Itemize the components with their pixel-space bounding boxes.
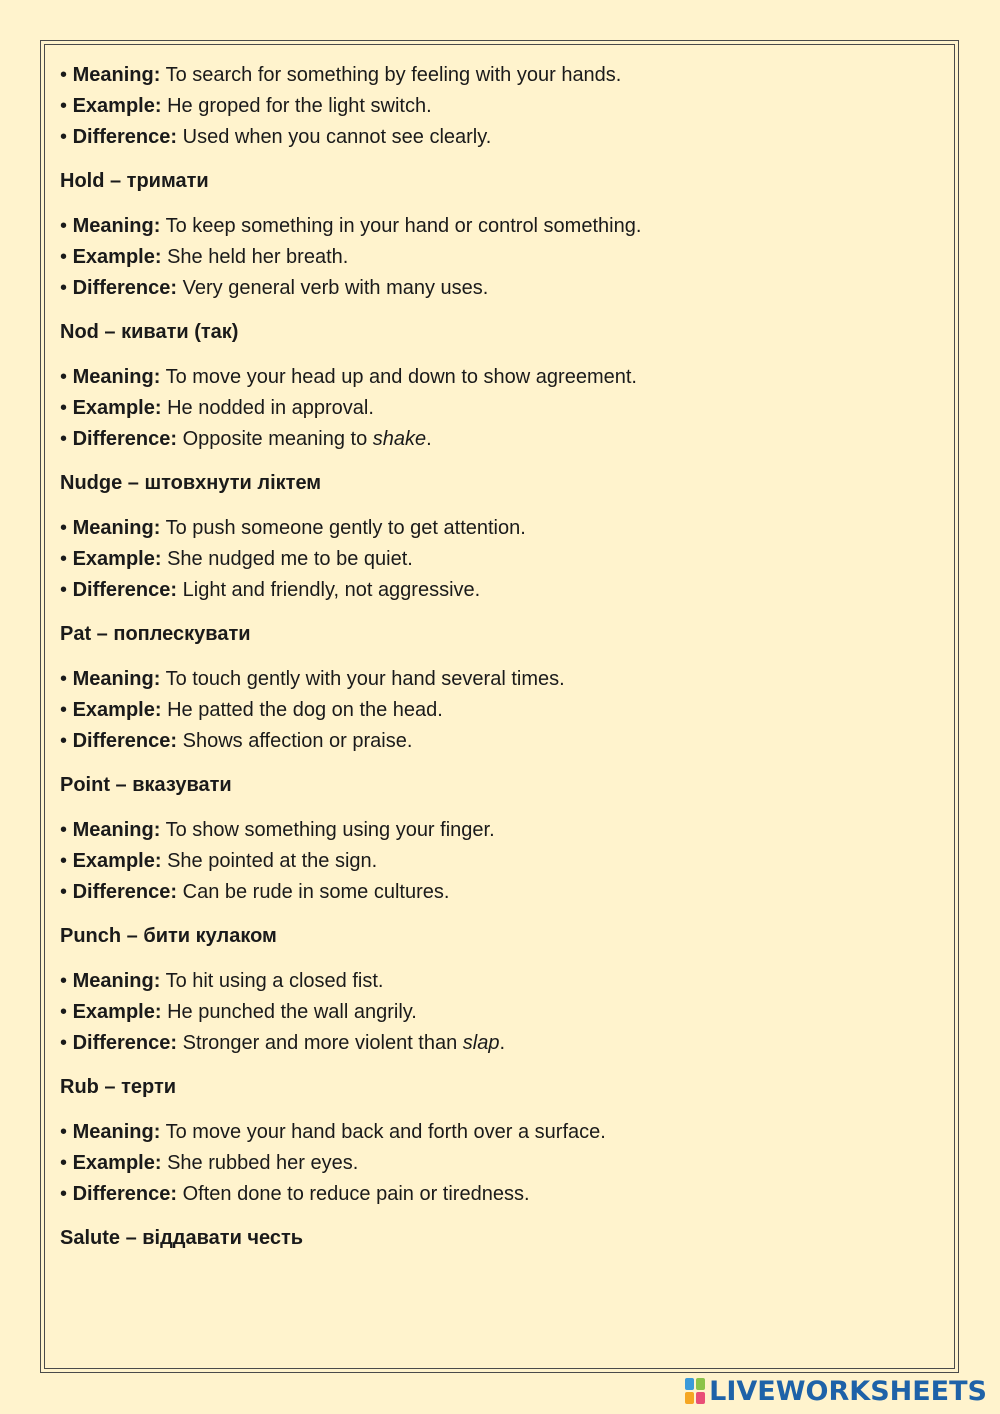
example-line bbox=[60, 997, 920, 1028]
entry-point bbox=[60, 771, 920, 908]
example-label: Example: bbox=[72, 850, 162, 872]
liveworksheets-logo-icon bbox=[685, 1378, 705, 1404]
meaning-line bbox=[60, 815, 920, 846]
meaning-text: To touch gently with your hand several times. bbox=[165, 668, 565, 690]
meaning-line bbox=[60, 664, 920, 695]
meaning-text: To move your hand back and forth over a surface. bbox=[165, 1121, 606, 1143]
entry-nudge bbox=[60, 469, 920, 606]
bullet: • bbox=[60, 126, 68, 148]
difference-line bbox=[60, 424, 920, 455]
entry-heading: Point – вказувати bbox=[60, 774, 232, 796]
meaning-text: To move your head up and down to show agreement. bbox=[165, 366, 637, 388]
entry-hold bbox=[60, 167, 920, 304]
meaning-label: Meaning: bbox=[72, 366, 161, 388]
bullet: • bbox=[60, 1001, 68, 1023]
meaning-label: Meaning: bbox=[72, 668, 161, 690]
example-label: Example: bbox=[72, 1001, 162, 1023]
example-text: She pointed at the sign. bbox=[167, 850, 378, 872]
difference-italic-word: slap bbox=[462, 1032, 500, 1054]
meaning-line bbox=[60, 513, 920, 544]
bullet: • bbox=[60, 1032, 68, 1054]
difference-label: Difference: bbox=[72, 579, 178, 601]
entry-heading: Nudge – штовхнути ліктем bbox=[60, 472, 322, 494]
bullet: • bbox=[60, 397, 68, 419]
example-label: Example: bbox=[72, 1152, 162, 1174]
example-text: She nudged me to be quiet. bbox=[167, 548, 413, 570]
bullet: • bbox=[60, 548, 68, 570]
meaning-text: To search for something by feeling with your hands. bbox=[165, 64, 622, 86]
difference-label: Difference: bbox=[72, 126, 178, 148]
logo-square-1 bbox=[685, 1378, 694, 1390]
example-line bbox=[60, 846, 920, 877]
difference-text: Very general verb with many uses. bbox=[182, 277, 489, 299]
difference-text: Often done to reduce pain or tiredness. bbox=[182, 1183, 530, 1205]
example-line bbox=[60, 1148, 920, 1179]
example-line bbox=[60, 544, 920, 575]
entry-heading: Pat – поплескувати bbox=[60, 623, 251, 645]
meaning-text: To show something using your finger. bbox=[165, 819, 495, 841]
example-label: Example: bbox=[72, 548, 162, 570]
entry-heading-salute: Salute – віддавати честь bbox=[60, 1227, 304, 1249]
difference-text: Opposite meaning to bbox=[182, 428, 373, 450]
bullet: • bbox=[60, 1183, 68, 1205]
entry-heading: Punch – бити кулаком bbox=[60, 925, 277, 947]
difference-label: Difference: bbox=[72, 730, 178, 752]
meaning-text: To push someone gently to get attention. bbox=[165, 517, 526, 539]
meaning-text: To keep something in your hand or control something. bbox=[165, 215, 642, 237]
example-label: Example: bbox=[72, 246, 162, 268]
logo-square-2 bbox=[696, 1378, 705, 1390]
bullet: • bbox=[60, 95, 68, 117]
difference-line bbox=[60, 1179, 920, 1210]
bullet: • bbox=[60, 579, 68, 601]
entry-heading: Hold – тримати bbox=[60, 170, 209, 192]
example-line bbox=[60, 695, 920, 726]
difference-label: Difference: bbox=[72, 428, 178, 450]
bullet: • bbox=[60, 428, 68, 450]
difference-label: Difference: bbox=[72, 881, 178, 903]
meaning-label: Meaning: bbox=[72, 517, 161, 539]
example-label: Example: bbox=[72, 95, 162, 117]
example-text: He nodded in approval. bbox=[167, 397, 374, 419]
example-text: She rubbed her eyes. bbox=[167, 1152, 359, 1174]
bullet: • bbox=[60, 970, 68, 992]
bullet: • bbox=[60, 819, 68, 841]
difference-line bbox=[60, 575, 920, 606]
entry-punch bbox=[60, 922, 920, 1059]
meaning-line bbox=[60, 1117, 920, 1148]
difference-label: Difference: bbox=[72, 277, 178, 299]
example-text: He patted the dog on the head. bbox=[167, 699, 443, 721]
difference-italic-word: shake bbox=[372, 428, 427, 450]
example-text: She held her breath. bbox=[167, 246, 349, 268]
difference-text-end: . bbox=[499, 1032, 506, 1054]
difference-line bbox=[60, 273, 920, 304]
example-label: Example: bbox=[72, 699, 162, 721]
difference-text: Shows affection or praise. bbox=[182, 730, 413, 752]
example-line bbox=[60, 242, 920, 273]
difference-line bbox=[60, 1028, 920, 1059]
brand-name: LIVEWORKSHEETS bbox=[709, 1375, 987, 1407]
difference-line bbox=[60, 726, 920, 757]
logo-square-4 bbox=[696, 1392, 705, 1404]
example-line bbox=[60, 393, 920, 424]
difference-text-end: . bbox=[426, 428, 432, 450]
meaning-label: Meaning: bbox=[72, 1121, 161, 1143]
meaning-line bbox=[60, 362, 920, 393]
entry-pat bbox=[60, 620, 920, 757]
difference-text: Can be rude in some cultures. bbox=[182, 881, 450, 903]
meaning-line bbox=[60, 60, 920, 91]
bullet: • bbox=[60, 64, 68, 86]
difference-text: Used when you cannot see clearly. bbox=[182, 126, 492, 148]
meaning-text: To hit using a closed fist. bbox=[165, 970, 384, 992]
entry-heading: Rub – терти bbox=[60, 1076, 177, 1098]
difference-line bbox=[60, 122, 920, 153]
bullet: • bbox=[60, 215, 68, 237]
bullet: • bbox=[60, 1121, 68, 1143]
liveworksheets-logo[interactable] bbox=[685, 1376, 987, 1406]
worksheet-content bbox=[60, 60, 920, 1268]
example-label: Example: bbox=[72, 397, 162, 419]
bullet: • bbox=[60, 1152, 68, 1174]
meaning-label: Meaning: bbox=[72, 64, 161, 86]
example-line bbox=[60, 91, 920, 122]
difference-line bbox=[60, 877, 920, 908]
meaning-line bbox=[60, 211, 920, 242]
entry-nod bbox=[60, 318, 920, 455]
entry-rub bbox=[60, 1073, 920, 1210]
meaning-label: Meaning: bbox=[72, 819, 161, 841]
meaning-label: Meaning: bbox=[72, 215, 161, 237]
bullet: • bbox=[60, 699, 68, 721]
bullet: • bbox=[60, 366, 68, 388]
bullet: • bbox=[60, 246, 68, 268]
bullet: • bbox=[60, 850, 68, 872]
entry-top bbox=[60, 60, 920, 153]
difference-text: Stronger and more violent than bbox=[182, 1032, 463, 1054]
difference-text: Light and friendly, not aggressive. bbox=[182, 579, 481, 601]
bullet: • bbox=[60, 517, 68, 539]
bullet: • bbox=[60, 668, 68, 690]
meaning-line bbox=[60, 966, 920, 997]
difference-label: Difference: bbox=[72, 1032, 178, 1054]
bullet: • bbox=[60, 730, 68, 752]
example-text: He groped for the light switch. bbox=[167, 95, 432, 117]
example-text: He punched the wall angrily. bbox=[167, 1001, 417, 1023]
logo-square-3 bbox=[685, 1392, 694, 1404]
difference-label: Difference: bbox=[72, 1183, 178, 1205]
meaning-label: Meaning: bbox=[72, 970, 161, 992]
bullet: • bbox=[60, 277, 68, 299]
entry-heading: Nod – кивати (так) bbox=[60, 321, 239, 343]
bullet: • bbox=[60, 881, 68, 903]
